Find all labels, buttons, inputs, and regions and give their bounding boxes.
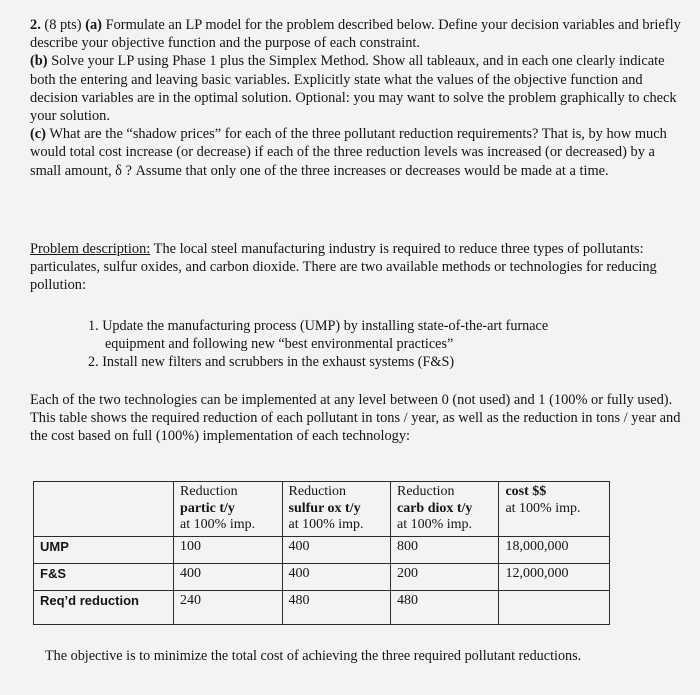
table-intro: Each of the two technologies can be implemented at any level between 0 (not used) and 1 (100% or fully used). This table shows the required reduction of each pollutant in tons / year, as well as the reduction in tons / year and the cost based on full (100%) implementation of each technology:: [30, 392, 681, 445]
part-a-text: Formulate an LP model for the problem described below. Define your decision variables and briefly describe your objective function and the purpose of each constraint.: [30, 17, 681, 52]
table-cell: 480: [390, 590, 498, 624]
table-row: [34, 536, 610, 563]
question-block: [30, 16, 688, 180]
table-cell: 400: [174, 563, 282, 590]
table-row: [34, 563, 610, 590]
question-number: 2.: [30, 17, 41, 33]
row-label: Req’d reduction: [34, 590, 174, 624]
table-cell: 240: [174, 590, 282, 624]
list-item: 1. Update the manufacturing process (UMP) by installing state-of-the-art furnace: [88, 318, 549, 334]
part-c-label: (c): [30, 126, 46, 143]
table-cell: 400: [282, 563, 390, 590]
problem-heading: Problem description:: [30, 241, 151, 257]
table-header-cell: Reduction partic t/y at 100% imp.: [174, 482, 282, 537]
row-label: UMP: [34, 536, 174, 563]
table-cell: 400: [282, 536, 390, 563]
part-b-label: (b): [30, 53, 48, 70]
problem-text: The local steel manufacturing industry is required to reduce three types of pollutants: particulates, sulfur oxides, and carbon dioxide. There are two available methods or technologies for reducing pollution:: [30, 241, 657, 294]
part-a-label: (a): [85, 17, 102, 33]
table-cell: 18,000,000: [499, 536, 610, 563]
question-points: (8 pts): [44, 17, 82, 33]
table-header-cell: Reduction sulfur ox t/y at 100% imp.: [282, 482, 390, 537]
problem-description: [30, 240, 688, 295]
table-row: [34, 590, 610, 624]
table-cell: 100: [174, 536, 282, 563]
table-header-cell: [34, 482, 174, 537]
table-header-cell: cost $$ at 100% imp.: [499, 482, 610, 537]
part-c-text: What are the “shadow prices” for each of the three pollutant reduction requirements? That is, by how much would total cost increase (or decrease) if each of the three reduction levels was increased (or decreased) by a small amount, δ ? Assume that only one of the three increases or decreases would be made at a time.: [30, 126, 667, 179]
objective-statement: The objective is to minimize the total cost of achieving the three required pollutant reductions.: [45, 648, 582, 664]
table-cell: 200: [390, 563, 498, 590]
pollution-table: [33, 481, 610, 625]
table-header-cell: Reduction carb diox t/y at 100% imp.: [390, 482, 498, 537]
table-cell: 480: [282, 590, 390, 624]
table-cell: 12,000,000: [499, 563, 610, 590]
list-item-continuation: equipment and following new “best environmental practices”: [105, 335, 454, 352]
table-header-row: [34, 482, 610, 537]
table-cell: [499, 590, 610, 624]
row-label: F&S: [34, 563, 174, 590]
table-cell: 800: [390, 536, 498, 563]
part-b-text: Solve your LP using Phase 1 plus the Simplex Method. Show all tableaux, and in each one clearly indicate both the entering and leaving basic variables. Explicitly state what the values of the objective function and decision variables are in the optimal solution. Optional: you may want to solve the problem graphically to check your solution.: [30, 53, 677, 125]
technology-list: [88, 318, 680, 371]
list-item: 2. Install new filters and scrubbers in the exhaust systems (F&S): [88, 353, 455, 370]
